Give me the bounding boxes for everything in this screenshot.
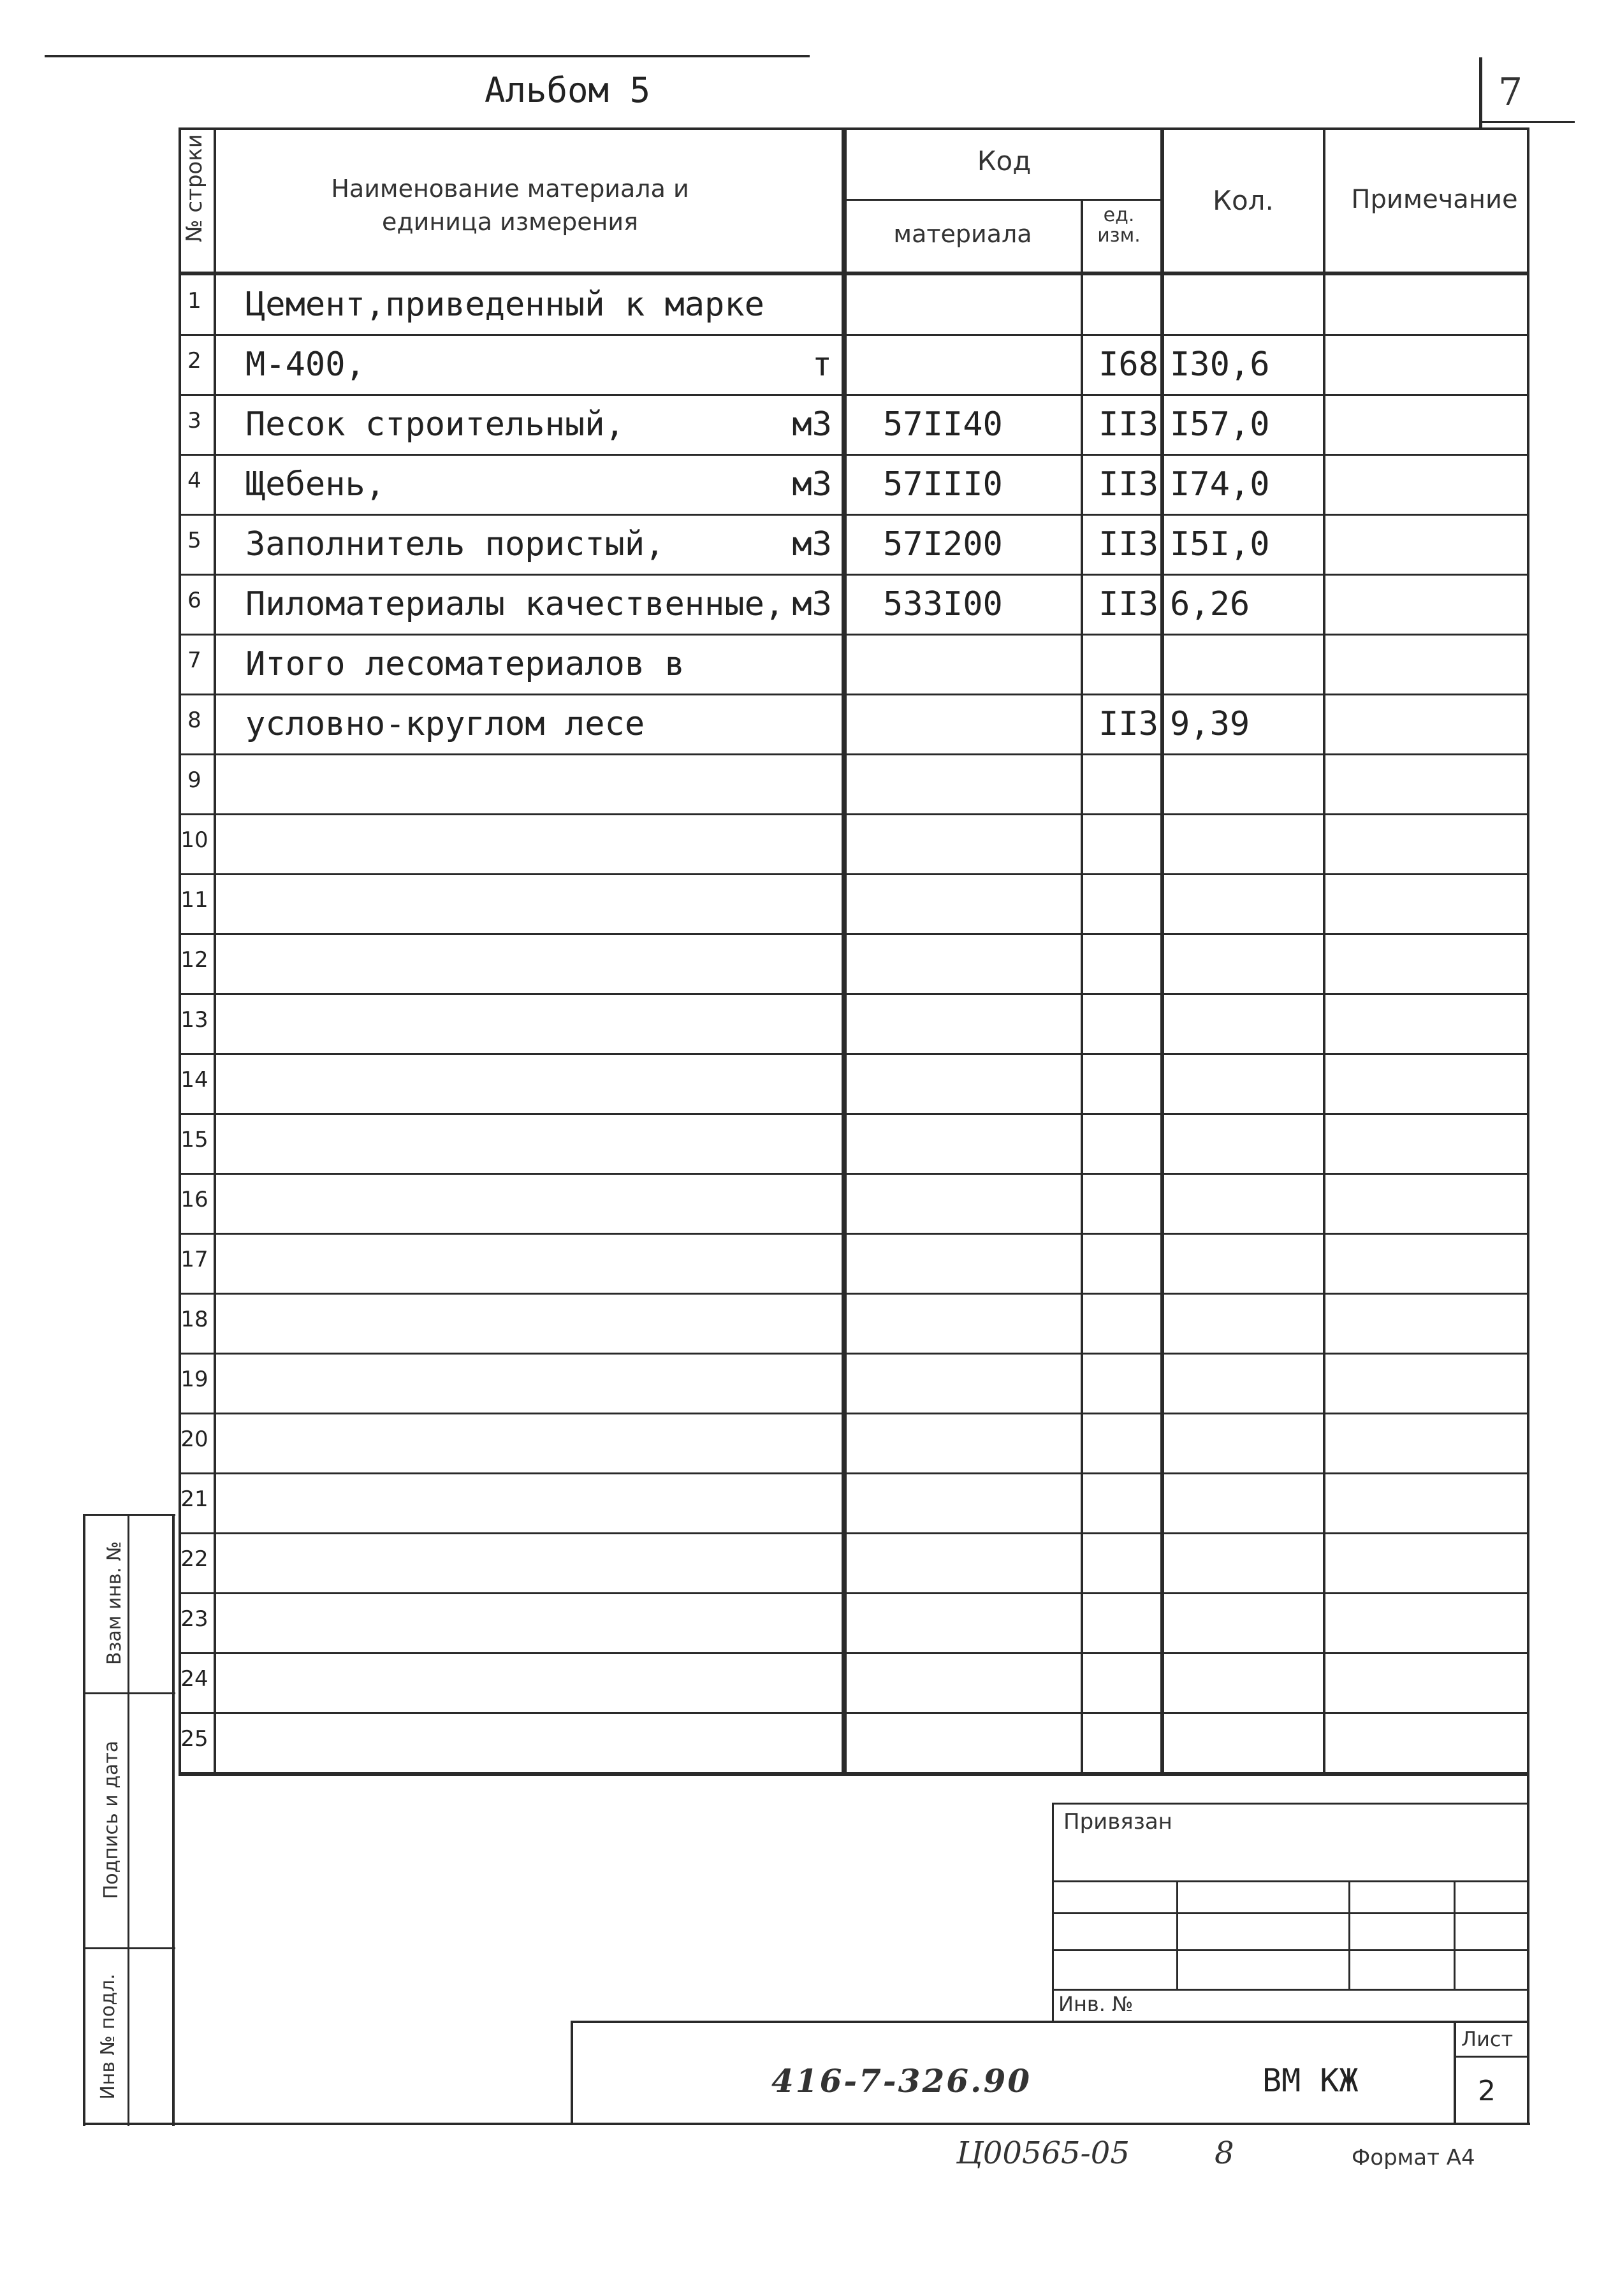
binding-box-line3 [1052,1949,1529,1951]
unit-name: м3 [792,405,832,444]
unit-code: I68 [1098,345,1158,384]
row-number: 2 [187,348,201,374]
stamp-main-left [571,2021,573,2124]
material-code: 533I00 [883,585,1003,623]
row-sep [179,813,1527,815]
col-sep-note [1323,127,1325,1772]
side-stamp-sep2 [83,1947,175,1949]
material-name: Песок строительный, [245,405,625,444]
unit-code: II3 [1098,405,1158,444]
row-number: 22 [180,1546,208,1572]
row-number: 13 [180,1007,208,1033]
row-number: 19 [180,1367,208,1392]
row-sep [179,1652,1527,1654]
row-sep [179,574,1527,576]
row-number: 15 [180,1127,208,1152]
row-number: 8 [187,708,201,733]
row-number: 17 [180,1247,208,1272]
binding-box-top [1052,1803,1529,1805]
unit-name: м3 [792,525,832,563]
row-sep [179,694,1527,695]
row-number: 4 [187,468,201,493]
quantity: 9,39 [1170,705,1250,743]
material-name: Заполнитель пористый, [245,525,665,563]
row-number: 3 [187,408,201,433]
material-name: М-400, [245,345,365,384]
material-code: 57II40 [883,405,1003,444]
row-sep [179,1532,1527,1534]
format-label: Формат А4 [1352,2145,1475,2170]
quantity: I5I,0 [1170,525,1270,563]
row-number: 6 [187,588,201,613]
material-name: условно-круглом лесе [245,705,645,743]
footer-number: 8 [1215,2135,1234,2171]
quantity: I57,0 [1170,405,1270,444]
row-sep [179,1353,1527,1355]
stamp-main-top [571,2021,1529,2023]
sheet-label: Лист [1461,2027,1514,2051]
material-name: Пиломатериалы качественные, [245,585,785,623]
sheet-number: 2 [1478,2075,1496,2107]
album-title: Альбом 5 [485,70,651,110]
row-sep [179,1233,1527,1235]
col-header-row-no: № строки [182,134,207,242]
material-code: 57III0 [883,465,1003,504]
row-sep [179,634,1527,636]
archive-number: Ц00565-05 [956,2135,1130,2171]
unit-code: II3 [1098,705,1158,743]
row-sep [179,1712,1527,1714]
row-sep [179,334,1527,336]
side-stamp-sep1 [83,1692,175,1694]
row-sep [179,1293,1527,1295]
binding-box-line1 [1052,1880,1529,1882]
row-sep [179,933,1527,935]
stamp-inv-podl: Инв № подл. [97,1973,119,2100]
row-number: 5 [187,528,201,553]
col-header-name: Наименование материала и единица измерения [331,175,689,236]
row-number: 14 [180,1067,208,1093]
row-number: 24 [180,1666,208,1692]
row-number: 12 [180,947,208,973]
row-sep [179,1053,1527,1055]
unit-code: II3 [1098,525,1158,563]
unit-name: т [812,345,832,384]
page-number: 7 [1498,70,1523,115]
code-header-split [842,199,1160,201]
row-sep [179,1173,1527,1175]
header-bottom [179,272,1527,275]
material-name: Цемент,приведенный к марке [245,286,764,324]
stamp-sheet-left [1454,2021,1456,2124]
binding-box-v1 [1176,1880,1178,1989]
col-sep-qty [1160,127,1164,1772]
side-stamp-top [83,1514,175,1516]
table-bottom [179,1772,1527,1776]
row-number: 21 [180,1486,208,1512]
row-number: 25 [180,1726,208,1752]
material-name: Итого лесоматериалов в [245,645,685,683]
row-number: 1 [187,288,201,314]
material-code: 57I200 [883,525,1003,563]
row-sep [179,993,1527,995]
row-sep [179,514,1527,516]
row-number: 16 [180,1187,208,1212]
binding-box-line2 [1052,1912,1529,1914]
frame-bottom [83,2123,1530,2125]
doc-mark: ВМ КЖ [1262,2062,1359,2099]
stamp-vzam-inv: Взам инв. № [103,1541,126,1666]
col-sep-code [842,127,847,1772]
quantity: I74,0 [1170,465,1270,504]
row-sep [179,753,1527,755]
row-number: 18 [180,1307,208,1332]
col-header-qty: Кол. [1213,185,1274,216]
row-sep [179,1592,1527,1594]
row-sep [179,394,1527,396]
row-number: 11 [180,887,208,913]
material-name: Щебень, [245,465,386,504]
row-number: 10 [180,827,208,853]
row-number: 9 [187,767,201,793]
col-sep-name [214,127,216,1772]
row-sep [179,454,1527,456]
stamp-sheet-sep [1454,2056,1529,2058]
col-header-material-code: материала [893,220,1032,248]
row-number: 23 [180,1606,208,1632]
quantity: 6,26 [1170,585,1250,623]
col-header-note: Примечание [1351,185,1518,214]
unit-name: м3 [792,465,832,504]
row-sep [179,1413,1527,1414]
binding-box-v2 [1348,1880,1350,1989]
inv-no-label: Инв. № [1058,1992,1134,2016]
stamp-podpis-data: Подпись и дата [100,1740,122,1900]
quantity: I30,6 [1170,345,1270,384]
row-number: 7 [187,648,201,673]
row-sep [179,1113,1527,1115]
binding-box-v3 [1454,1880,1456,1989]
col-header-unit-code: ед. изм. [1097,204,1141,247]
row-sep [179,873,1527,875]
row-number: 20 [180,1427,208,1452]
privyazan-label: Привязан [1063,1809,1172,1835]
unit-code: II3 [1098,465,1158,504]
frame-right [1527,127,1529,2125]
unit-name: м3 [792,585,832,623]
col-sep-unit [1081,199,1083,1772]
binding-box-line4 [1052,1989,1529,1991]
row-sep [179,1472,1527,1474]
col-header-code-group: Код [977,145,1032,177]
side-stamp-border [83,1514,85,2126]
side-stamp-border-r [172,1514,175,2126]
unit-code: II3 [1098,585,1158,623]
doc-code: 416-7-326.90 [771,2062,1032,2100]
